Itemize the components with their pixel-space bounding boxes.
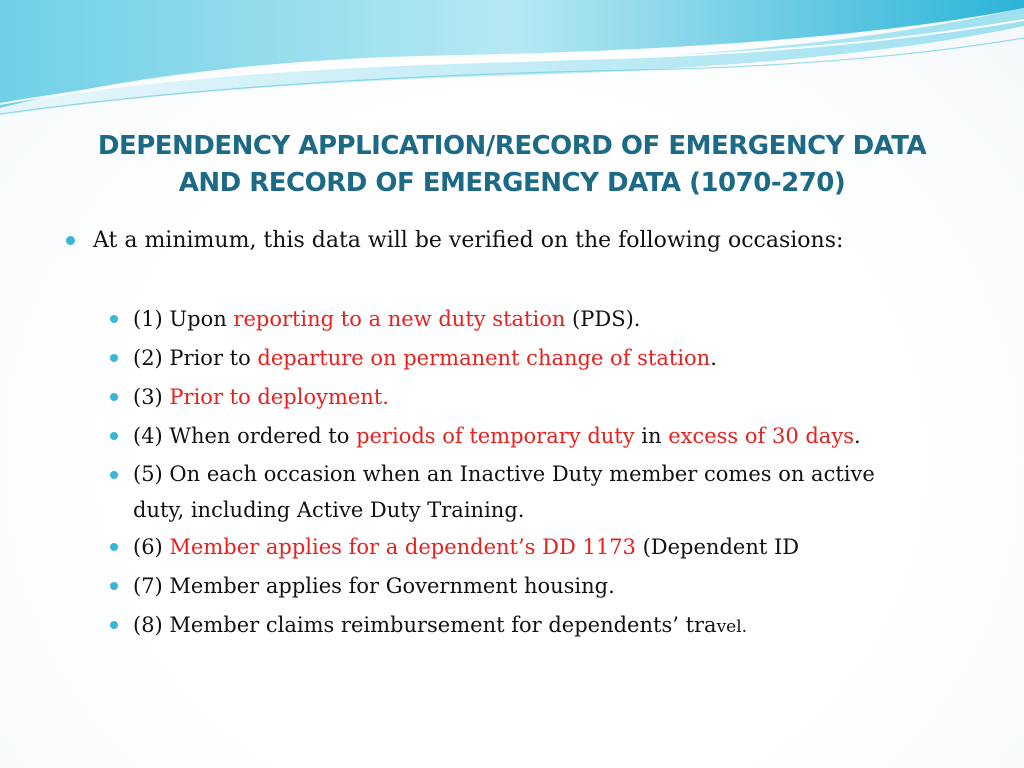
item-text: .	[853, 424, 861, 448]
list-item	[110, 606, 966, 647]
list-item	[110, 417, 966, 456]
item-highlight: excess of 30 days	[668, 424, 854, 448]
bullet-dot-icon	[110, 582, 118, 590]
bullet-dot-icon	[110, 393, 118, 401]
wave-header-decoration	[0, 0, 1024, 120]
slide-content	[66, 222, 966, 647]
item-text: (PDS).	[565, 307, 641, 331]
bullet-dot-icon	[66, 236, 75, 245]
title-line-2: AND RECORD OF EMERGENCY DATA (1070-270)	[178, 168, 846, 198]
item-text: (4) When ordered to	[133, 424, 357, 448]
list-item	[110, 339, 966, 378]
bullet-dot-icon	[110, 621, 118, 629]
bullet-dot-icon	[110, 471, 118, 479]
intro-text: At a minimum, this data will be verified on the following occasions:	[93, 228, 844, 253]
occasions-list	[110, 300, 966, 647]
bullet-dot-icon	[110, 432, 118, 440]
slide-title	[60, 128, 964, 202]
title-line-1: DEPENDENCY APPLICATION/RECORD OF EMERGENCY DATA	[97, 131, 927, 161]
item-highlight: periods of temporary duty	[356, 424, 635, 448]
list-item	[110, 567, 966, 606]
item-text: (1) Upon	[133, 307, 234, 331]
list-item	[110, 528, 966, 567]
item-text: (5) On each occasion when an Inactive Duty member comes on active duty, including Active Duty Training.	[133, 462, 875, 522]
list-item	[110, 378, 966, 417]
item-text: (6)	[133, 535, 170, 559]
list-item	[110, 300, 966, 339]
bullet-dot-icon	[110, 354, 118, 362]
item-text: (Dependent ID	[635, 535, 800, 559]
bullet-dot-icon	[110, 315, 118, 323]
item-text: in	[634, 424, 669, 448]
item-text: (7) Member applies for Government housing.	[133, 574, 615, 598]
list-item	[110, 456, 966, 528]
item-highlight: reporting to a new duty station	[233, 307, 566, 331]
item-highlight: departure on permanent change of station	[257, 346, 711, 370]
item-text: (3)	[133, 385, 170, 409]
item-text-small: vel.	[716, 617, 748, 637]
bullet-dot-icon	[110, 543, 118, 551]
item-text: .	[710, 346, 717, 370]
item-text: (2) Prior to	[133, 346, 258, 370]
item-highlight: Prior to deployment.	[169, 385, 389, 409]
item-highlight: Member applies for a dependent’s DD 1173	[169, 535, 636, 559]
item-text: (8) Member claims reimbursement for dependents’ tra	[133, 613, 717, 637]
intro-bullet	[66, 222, 966, 260]
